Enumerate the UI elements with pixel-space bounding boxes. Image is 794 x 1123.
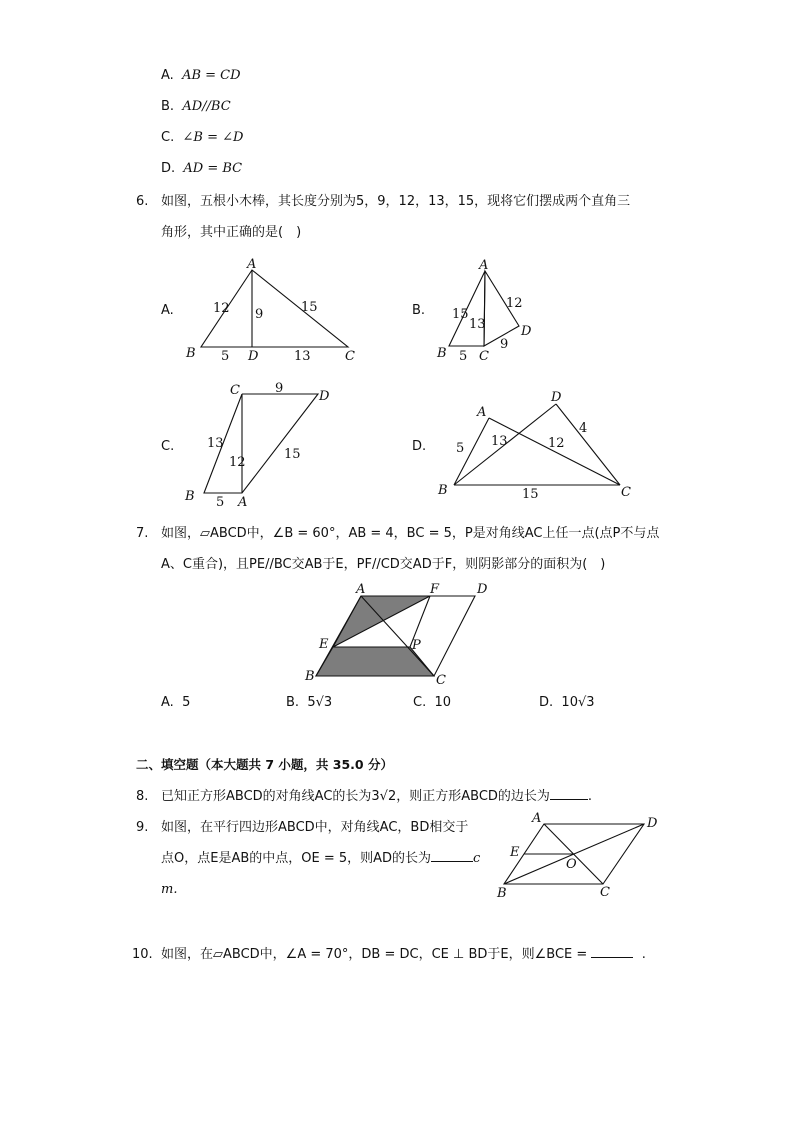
q8-number: 8. [136, 789, 149, 804]
q9-text-line1: 如图，在平行四边形ABCD中，对角线AC，BD相交于 [161, 820, 469, 835]
section-title: 二、填空题（本大题共 7 小题，共 35.0 分） [136, 757, 393, 772]
vertex-c: C [600, 885, 610, 900]
side-bc-length: 13 [207, 436, 224, 451]
vertex-b: B [438, 483, 448, 498]
vertex-b: B [186, 346, 196, 361]
vertex-d: D [248, 349, 259, 364]
q9-text-line3: m. [161, 882, 178, 897]
q6-text-line2: 角形，其中正确的是( ) [161, 225, 302, 240]
q9-text-line2: 点O，点E是AB的中点，OE = 5，则AD的长为 c [161, 851, 481, 866]
side-ac-length: 13 [469, 317, 486, 332]
q9-number: 9. [136, 820, 149, 835]
side-ba-length: 5 [456, 441, 465, 456]
q7-option-b: B. 5√3 [286, 695, 333, 710]
vertex-c: C [479, 349, 489, 364]
segment-bd-length: 5 [221, 349, 230, 364]
q10-text: 如图，在▱ABCD中，∠A = 70°，DB = DC，CE ⊥ BD于E，则∠BCE = . [161, 947, 646, 962]
q5-option-c: C. ∠B = ∠D [161, 130, 244, 145]
side-bc-length: 5 [459, 349, 468, 364]
vertex-d: D [477, 582, 488, 597]
vertex-b: B [305, 669, 315, 684]
side-ad-length: 12 [506, 296, 523, 311]
side-dc-length: 4 [579, 421, 588, 436]
q5-option-b: B. AD//BC [161, 99, 231, 114]
point-p: P [412, 638, 421, 653]
vertex-c: C [345, 349, 355, 364]
vertex-a: A [356, 582, 366, 597]
side-da-length: 15 [284, 447, 301, 462]
q7-text-line1: 如图，▱ABCD中，∠B = 60°，AB = 4，BC = 5，P是对角线AC上任一点(点P不与点 [161, 526, 660, 541]
vertex-a: A [238, 495, 248, 510]
q5-option-a: A. AB = CD [161, 68, 241, 83]
side-ca-length: 12 [229, 455, 246, 470]
side-ac-length: 15 [301, 300, 318, 315]
vertex-c: C [230, 383, 240, 398]
side-ba-length: 5 [216, 495, 225, 510]
vertex-c: C [621, 485, 631, 500]
q8-text: 已知正方形ABCD的对角线AC的长为3√2，则正方形ABCD的边长为 . [161, 789, 593, 804]
vertex-a: A [479, 258, 489, 273]
q6-number: 6. [136, 194, 149, 209]
point-e: E [510, 845, 520, 860]
q6-option-c-label: C. [161, 439, 175, 454]
q5-option-d: D. AD = BC [161, 161, 243, 176]
vertex-d: D [521, 324, 532, 339]
q6-option-a-label: A. [161, 303, 174, 318]
vertex-a: A [247, 257, 257, 272]
q7-text-line2: A、C重合)，且PE//BC交AB于E，PF//CD交AD于F，则阴影部分的面积为( ) [161, 557, 606, 572]
q7-option-c: C. 10 [413, 695, 452, 710]
q7-option-a: A. 5 [161, 695, 191, 710]
q7-option-d: D. 10√3 [539, 695, 595, 710]
side-cd-length: 9 [500, 337, 509, 352]
segment-dc-length: 13 [294, 349, 311, 364]
vertex-c: C [436, 673, 446, 688]
side-cd-length: 9 [275, 381, 284, 396]
point-o: O [566, 857, 577, 872]
vertex-b: B [497, 886, 507, 901]
q10-number: 10. [132, 947, 153, 962]
q10-answer-blank[interactable] [591, 957, 633, 958]
side-ab-length: 15 [452, 307, 469, 322]
vertex-b: B [185, 489, 195, 504]
vertex-d: D [647, 816, 658, 831]
q6-text-line1: 如图，五根小木棒，其长度分别为5，9，12，13，15，现将它们摆成两个直角三 [161, 194, 631, 209]
q7-number: 7. [136, 526, 149, 541]
altitude-length: 9 [255, 307, 264, 322]
q6-option-d-label: D. [412, 439, 427, 454]
side-bc-length: 15 [522, 487, 539, 502]
vertex-a: A [532, 811, 542, 826]
point-f: F [430, 582, 440, 597]
vertex-d: D [551, 390, 562, 405]
side-ab-length: 12 [213, 301, 230, 316]
vertex-b: B [437, 346, 447, 361]
vertex-d: D [319, 389, 330, 404]
side-ac-length: 12 [548, 436, 565, 451]
side-bd-length: 13 [491, 434, 508, 449]
point-e: E [319, 637, 329, 652]
vertex-a: A [477, 405, 487, 420]
q6-option-b-label: B. [412, 303, 426, 318]
